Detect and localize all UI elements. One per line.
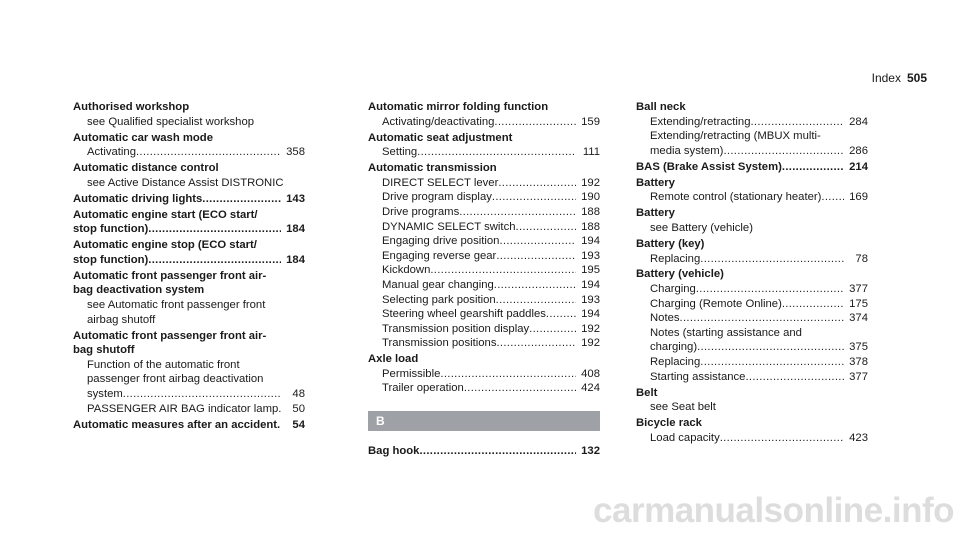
dot-leader	[496, 293, 576, 308]
entry-heading-text: Automatic mirror folding function	[368, 101, 549, 113]
entry-heading	[368, 444, 600, 459]
page-ref: 175	[849, 297, 868, 310]
sub-entry-text: DYNAMIC SELECT switch	[382, 220, 516, 233]
dot-leader	[700, 355, 844, 370]
sub-entry	[368, 190, 600, 205]
sub-entry	[636, 340, 868, 355]
sub-entry-text: see Active Distance Assist DISTRONIC	[87, 176, 284, 189]
sub-entry	[73, 145, 305, 160]
index-entry	[73, 131, 305, 160]
index-entry	[73, 269, 305, 327]
index-entry	[73, 418, 305, 433]
entry-heading	[636, 416, 868, 431]
entry-heading-text: Bicycle rack	[636, 417, 702, 430]
entry-heading-text: Battery	[636, 207, 675, 220]
page-ref: 286	[849, 144, 868, 157]
entry-heading	[636, 206, 868, 221]
sub-entry-text: Notes (starting assistance and	[650, 326, 802, 339]
sub-entry-text: Drive program display	[382, 191, 492, 204]
entry-heading-text: BAS (Brake Assist System)	[636, 160, 782, 173]
sub-entry	[368, 176, 600, 191]
page-ref: 50	[292, 402, 305, 415]
dot-leader	[494, 278, 576, 293]
entry-heading-text: Automatic seat adjustment	[368, 131, 513, 144]
page-ref: 193	[581, 293, 600, 306]
sub-entry-text: Activating	[87, 146, 136, 159]
sub-entry	[368, 220, 600, 235]
entry-heading-cont	[73, 283, 305, 298]
entry-heading	[73, 192, 305, 207]
entry-heading-text: Automatic engine stop (ECO start/	[73, 239, 257, 252]
page-ref: 375	[849, 341, 868, 354]
sub-entry	[636, 370, 868, 385]
sub-entry	[73, 402, 305, 417]
sub-entry-text: Function of the automatic front	[87, 358, 240, 371]
index-entry	[636, 160, 868, 175]
entry-heading	[73, 269, 305, 284]
sub-entry-text: Notes	[650, 312, 680, 325]
dot-leader	[494, 115, 576, 130]
entry-heading-text: Automatic car wash mode	[73, 131, 213, 144]
sub-entry	[636, 297, 868, 312]
page-ref: 192	[581, 176, 600, 189]
page-ref: 194	[581, 278, 600, 291]
dot-leader	[459, 205, 576, 220]
entry-heading	[368, 352, 600, 367]
sub-entry	[636, 431, 868, 446]
index-entry	[73, 161, 305, 190]
sub-entry-text: Engaging reverse gear	[382, 249, 497, 262]
page-ref: 78	[855, 252, 868, 265]
entry-heading-text: Automatic driving lights	[73, 192, 203, 205]
index-column-1	[73, 100, 305, 434]
page-ref: 184	[286, 253, 305, 266]
page-ref: 132	[581, 445, 600, 458]
page-ref: 194	[581, 235, 600, 248]
page-ref: 378	[849, 356, 868, 369]
sub-entry	[73, 176, 305, 191]
page-ref: 214	[849, 160, 868, 173]
sub-entry	[636, 115, 868, 130]
index-entry	[636, 416, 868, 445]
index-entry	[636, 237, 868, 266]
page-ref: 408	[581, 367, 600, 380]
page-ref: 193	[581, 249, 600, 262]
entry-heading-text: Automatic front passenger front air-	[73, 329, 267, 342]
page-ref: 195	[581, 264, 600, 277]
sub-entry	[368, 293, 600, 308]
sub-entry-text: system	[87, 388, 123, 401]
sub-entry-text: PASSENGER AIR BAG indicator lamp	[87, 402, 279, 415]
dot-leader	[745, 370, 844, 385]
sub-entry-text: Starting assistance	[650, 370, 746, 383]
entry-heading	[636, 267, 868, 282]
sub-entry	[368, 278, 600, 293]
dot-leader	[516, 220, 577, 235]
sub-entry-text: Load capacity	[650, 431, 720, 444]
page-ref: 48	[292, 388, 305, 401]
entry-heading-cont	[73, 222, 305, 237]
index-column-2	[368, 100, 600, 460]
sub-entry-text: Trailer operation	[382, 382, 464, 395]
page-ref: 188	[581, 205, 600, 218]
sub-entry	[636, 282, 868, 297]
sub-entry	[73, 358, 305, 373]
sub-entry-text: passenger front airbag deactivation	[87, 373, 264, 386]
index-entry	[368, 131, 600, 160]
dot-leader	[821, 190, 844, 205]
page-ref: 192	[581, 322, 600, 335]
sub-entry	[636, 129, 868, 144]
sub-entry-text: Setting	[382, 146, 418, 159]
entry-heading	[73, 238, 305, 253]
entry-heading-cont	[73, 253, 305, 268]
index-column-3	[636, 100, 868, 447]
page-ref: 188	[581, 220, 600, 233]
dot-leader	[546, 307, 576, 322]
sub-entry-text: Remote control (stationary heater)	[650, 191, 822, 204]
entry-heading	[368, 161, 600, 176]
dot-leader	[700, 252, 844, 267]
entry-heading-text: Automatic measures after an accident	[73, 418, 278, 431]
page-number: 505	[906, 71, 927, 85]
dot-leader	[782, 160, 844, 175]
index-entry	[368, 444, 600, 459]
page-ref: 377	[849, 283, 868, 296]
entry-heading	[73, 131, 305, 146]
sub-entry-text: Engaging drive position	[382, 235, 500, 248]
dot-leader	[440, 367, 576, 382]
sub-entry-text: see Seat belt	[650, 401, 716, 414]
index-entry	[636, 267, 868, 384]
header-title: Index	[871, 71, 901, 85]
entry-heading-text: Automatic distance control	[73, 162, 219, 175]
entry-heading-text: Automatic transmission	[368, 162, 497, 175]
sub-entry	[368, 263, 600, 278]
sub-entry	[368, 307, 600, 322]
dot-leader	[696, 282, 844, 297]
dot-leader	[529, 322, 576, 337]
entry-heading	[636, 176, 868, 191]
index-entry	[73, 192, 305, 207]
sub-entry	[73, 115, 305, 130]
sub-entry-text: Manual gear changing	[382, 278, 494, 291]
entry-heading-cont-text: bag deactivation system	[73, 284, 205, 297]
dot-leader	[417, 145, 576, 160]
index-entry	[73, 329, 305, 417]
sub-entry-text: Activating/deactivating	[382, 115, 495, 128]
sub-entry	[368, 367, 600, 382]
watermark: carmanualsonline.info	[593, 491, 954, 530]
entry-heading-text: Automatic engine start (ECO start/	[73, 208, 258, 221]
sub-entry-text: Replacing	[650, 252, 701, 265]
sub-entry-text: airbag shutoff	[87, 313, 156, 326]
sub-entry-text: DIRECT SELECT lever	[382, 176, 499, 189]
page-ref: 377	[849, 370, 868, 383]
entry-heading-text: Belt	[636, 386, 658, 399]
dot-leader	[123, 387, 281, 402]
sub-entry-text: see Automatic front passenger front	[87, 299, 266, 312]
page-header	[872, 71, 927, 85]
dot-leader	[720, 431, 844, 446]
sub-entry	[73, 372, 305, 387]
sub-entry-text: Transmission position display	[382, 322, 530, 335]
entry-heading	[73, 208, 305, 223]
entry-heading-text: Bag hook	[368, 445, 420, 458]
sub-entry	[73, 313, 305, 328]
sub-entry	[368, 205, 600, 220]
index-entry	[636, 206, 868, 235]
page-ref: 358	[286, 146, 305, 159]
sub-entry	[636, 190, 868, 205]
dot-leader	[697, 340, 844, 355]
entry-heading	[636, 237, 868, 252]
page-ref: 143	[286, 192, 305, 205]
entry-heading	[636, 100, 868, 115]
page-ref: 169	[849, 191, 868, 204]
entry-heading-text: Battery (vehicle)	[636, 268, 724, 281]
dot-leader	[750, 115, 844, 130]
dot-leader	[680, 311, 844, 326]
sub-entry-text: Replacing	[650, 356, 701, 369]
entry-heading-cont-text: stop function)	[73, 223, 149, 236]
sub-entry	[73, 298, 305, 313]
index-entry	[73, 238, 305, 267]
dot-leader	[499, 234, 576, 249]
page-ref: 423	[849, 431, 868, 444]
dot-leader	[492, 190, 576, 205]
sub-entry-text: see Battery (vehicle)	[650, 221, 753, 234]
entry-heading-cont-text: stop function)	[73, 253, 149, 266]
sub-entry	[368, 322, 600, 337]
dot-leader	[496, 249, 576, 264]
page-ref: 184	[286, 223, 305, 236]
index-entry	[636, 386, 868, 415]
sub-entry-text: Extending/retracting	[650, 115, 751, 128]
dot-leader	[464, 381, 576, 396]
sub-entry-text: see Qualified specialist workshop	[87, 115, 255, 128]
index-entry	[368, 161, 600, 351]
sub-entry	[368, 249, 600, 264]
entry-heading-text: Authorised workshop	[73, 101, 190, 113]
page-ref: 374	[849, 312, 868, 325]
page-ref: 159	[581, 115, 600, 128]
entry-heading	[368, 100, 600, 115]
sub-entry	[636, 400, 868, 415]
sub-entry-text: charging)	[650, 341, 698, 354]
sub-entry-text: Kickdown	[382, 264, 431, 277]
sub-entry	[636, 144, 868, 159]
sub-entry-text: Drive programs	[382, 205, 460, 218]
entry-heading	[636, 386, 868, 401]
sub-entry	[368, 115, 600, 130]
entry-heading	[368, 131, 600, 146]
sub-entry	[368, 145, 600, 160]
page-ref: 192	[581, 337, 600, 350]
index-entry	[636, 100, 868, 158]
sub-entry	[636, 355, 868, 370]
sub-entry	[636, 221, 868, 236]
dot-leader	[148, 253, 281, 268]
sub-entry	[368, 336, 600, 351]
page-ref: 190	[581, 191, 600, 204]
entry-heading-text: Battery (key)	[636, 237, 705, 250]
sub-entry	[636, 326, 868, 341]
entry-heading	[636, 160, 868, 175]
sub-entry-text: Permissible	[382, 367, 441, 380]
sub-entry-text: Charging	[650, 283, 696, 296]
dot-leader	[498, 176, 576, 191]
entry-heading-cont-text: bag shutoff	[73, 344, 135, 357]
entry-heading-text: Axle load	[368, 353, 419, 366]
page-ref: 111	[582, 146, 600, 159]
index-entry	[73, 208, 305, 237]
sub-entry	[636, 252, 868, 267]
entry-heading	[73, 161, 305, 176]
sub-entry-text: Charging (Remote Online)	[650, 297, 782, 310]
sub-entry-text: Transmission positions	[382, 337, 497, 350]
sub-entry-text: Steering wheel gearshift paddles	[382, 308, 546, 321]
entry-heading-text: Battery	[636, 176, 675, 189]
sub-entry	[368, 381, 600, 396]
page-ref: 54	[292, 418, 305, 431]
index-entry	[636, 176, 868, 205]
sub-entry	[368, 234, 600, 249]
dot-leader	[202, 192, 281, 207]
entry-heading	[73, 100, 305, 115]
page-ref: 284	[849, 115, 868, 128]
index-entry	[368, 352, 600, 396]
page-ref: 194	[581, 308, 600, 321]
dot-leader	[782, 297, 844, 312]
section-letter-bar: B	[368, 411, 600, 431]
dot-leader	[430, 263, 576, 278]
entry-heading	[73, 329, 305, 344]
sub-entry	[73, 387, 305, 402]
entry-heading-cont	[73, 343, 305, 358]
entry-heading-text: Automatic front passenger front air-	[73, 269, 267, 282]
sub-entry-text: media system)	[650, 144, 724, 157]
index-entry	[73, 100, 305, 129]
dot-leader	[148, 222, 281, 237]
index-entry	[368, 100, 600, 129]
sub-entry	[636, 311, 868, 326]
sub-entry-text: Selecting park position	[382, 293, 496, 306]
entry-heading-text: Ball neck	[636, 101, 686, 113]
dot-leader	[496, 336, 576, 351]
page-ref: 424	[581, 382, 600, 395]
dot-leader	[136, 145, 281, 160]
sub-entry-text: Extending/retracting (MBUX multi-	[650, 130, 821, 143]
entry-heading	[73, 418, 305, 433]
dot-leader	[723, 144, 844, 159]
dot-leader	[419, 444, 576, 459]
